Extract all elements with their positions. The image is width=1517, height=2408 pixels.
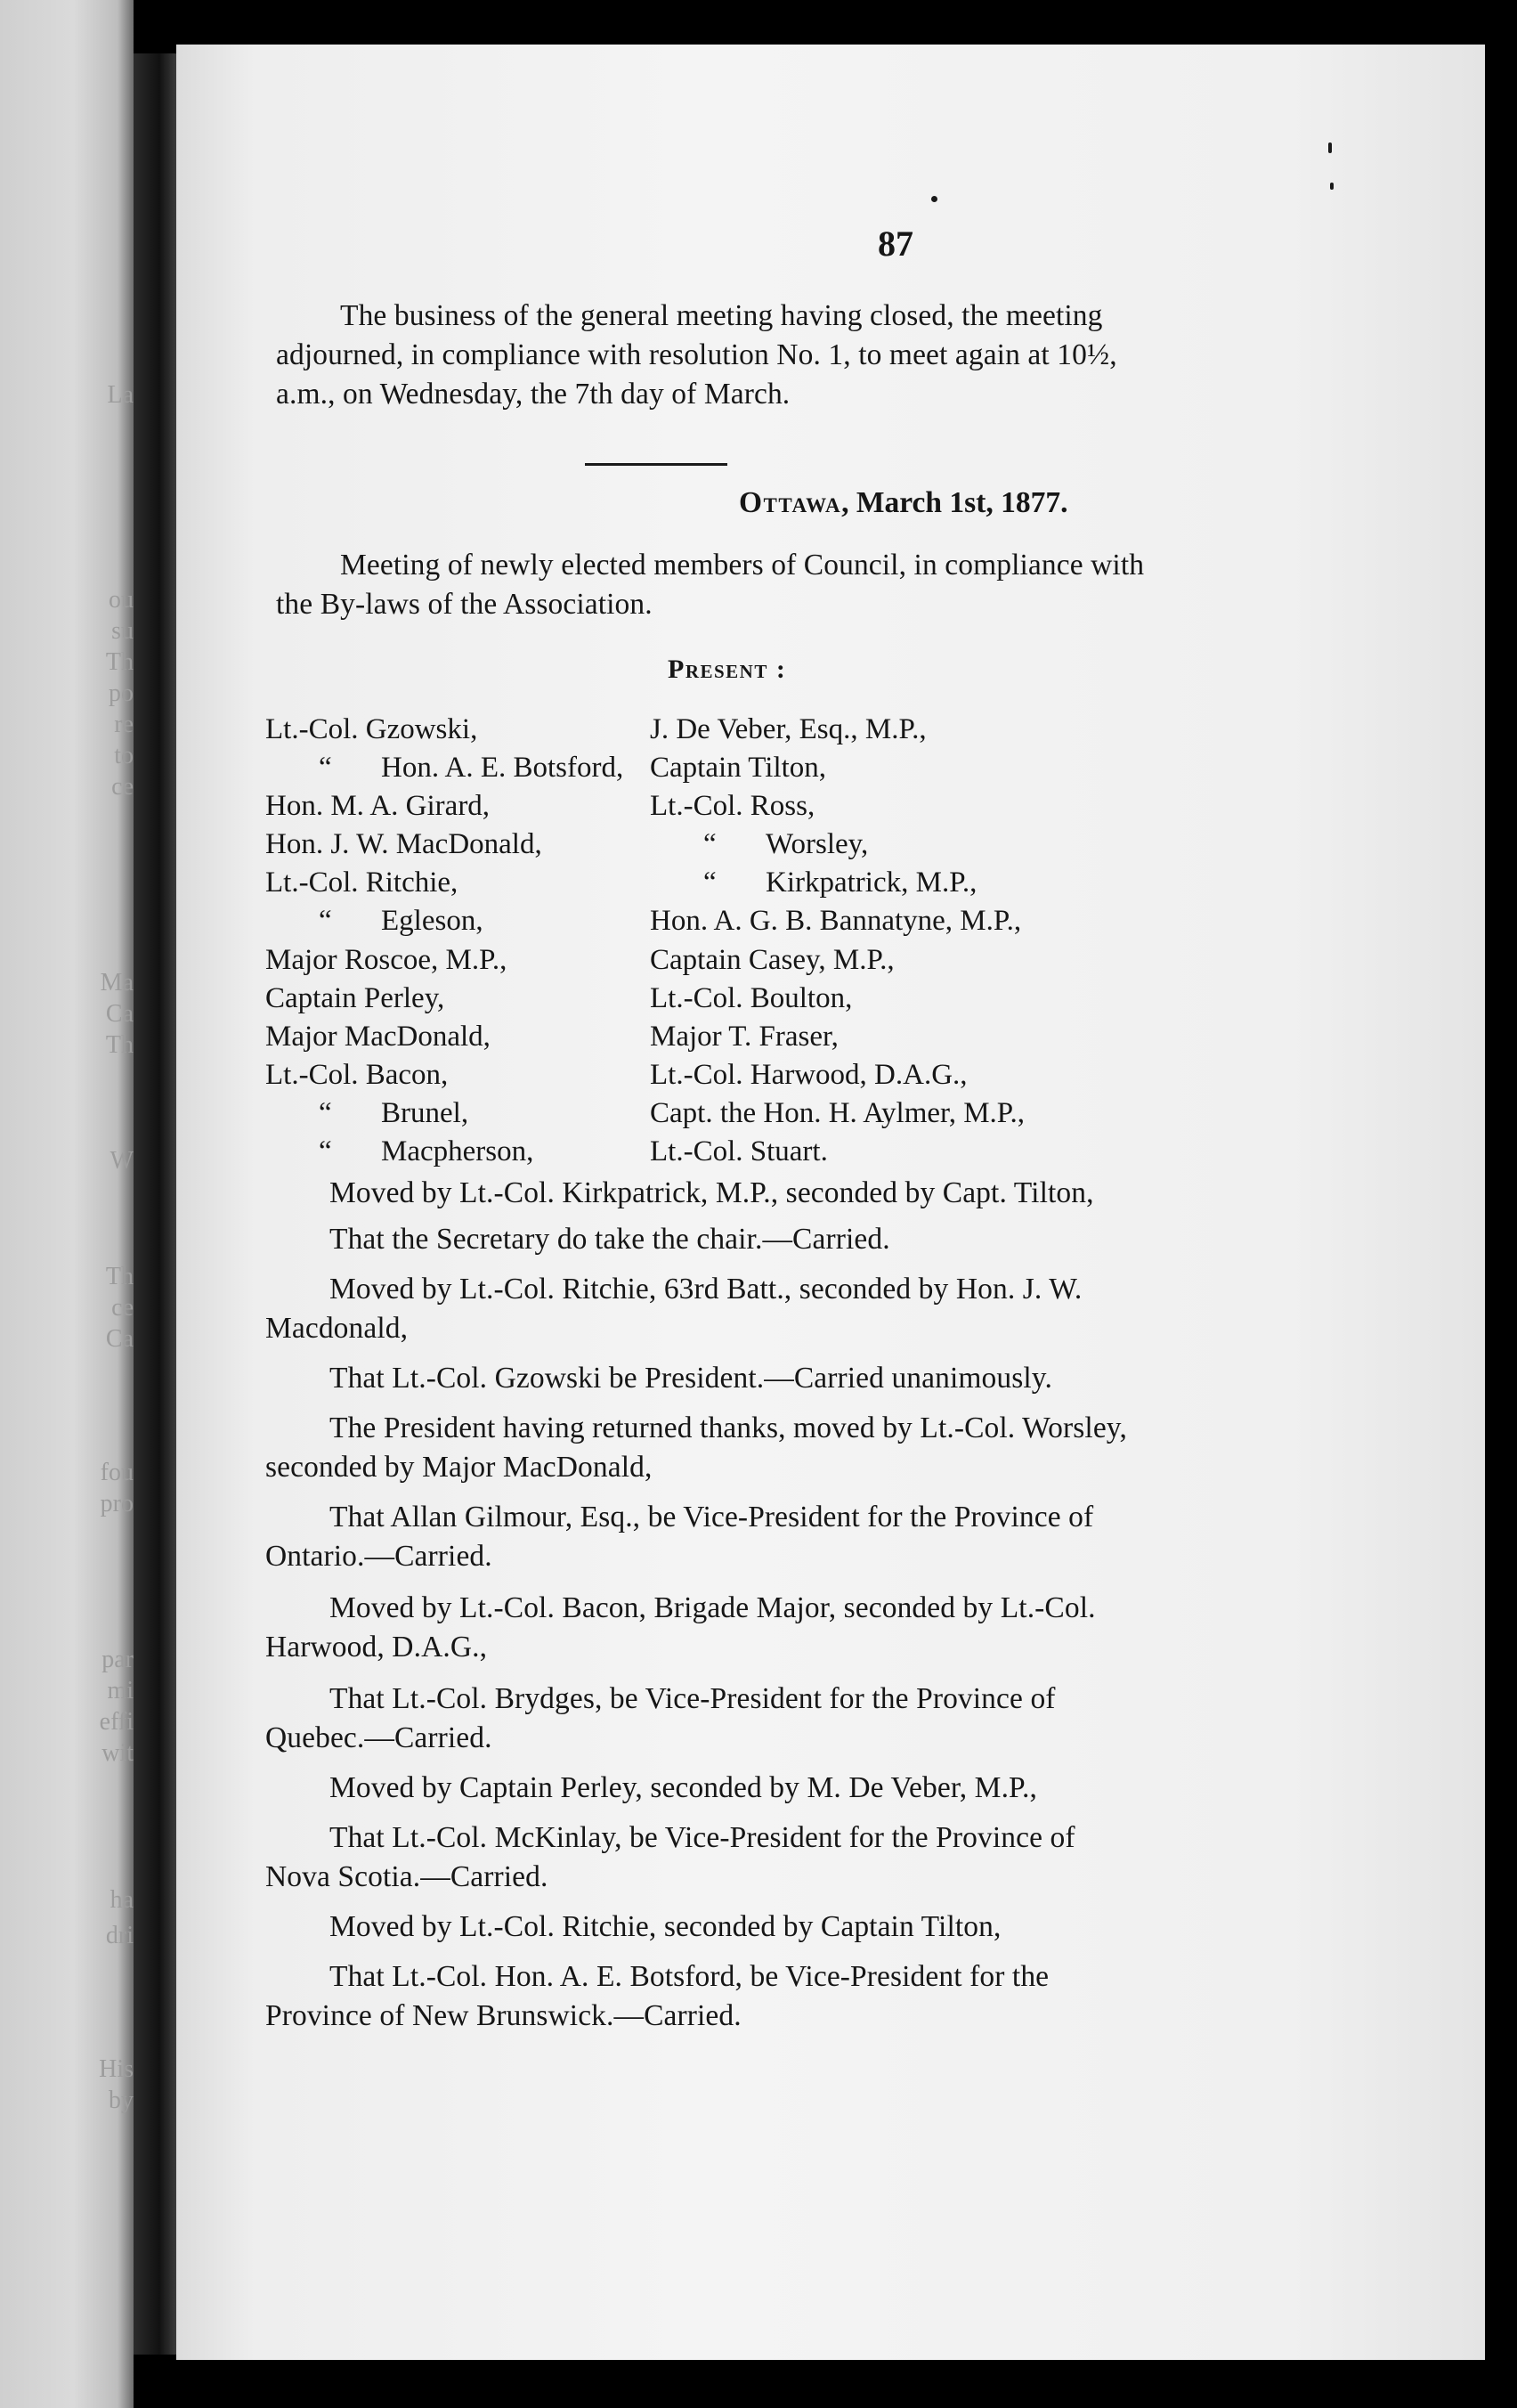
attendee [265,902,623,940]
attendee-name: Capt. the Hon. H. Aylmer, M.P., [650,1096,1025,1129]
text-line: The President having returned thanks, moved by Lt.-Col. Worsley, [329,1411,1127,1444]
ditto-mark: “ [703,866,717,899]
attendee-name: Lt.-Col. Gzowski, [265,713,478,745]
facing-page-fragment: Th [105,1031,134,1059]
attendee-name: Lt.-Col. Bacon, [265,1058,449,1091]
attendee-name: Captain Tilton, [650,752,827,785]
text-line: Moved by Lt.-Col. Bacon, Brigade Major, seconded by Lt.-Col. [329,1591,1096,1624]
attendee [650,980,1025,1018]
attendee [265,864,623,902]
intro-paragraph [276,297,1433,414]
text-line: That Lt.-Col. Brydges, be Vice-President for the Province of [329,1682,1056,1715]
motion [265,1908,1440,1947]
facing-page-fragment: par [101,1646,134,1673]
resolutions [265,1174,1440,2036]
facing-page-fragment: La [107,381,134,409]
facing-page-fragment: pro [100,1490,134,1517]
attendee [650,941,1025,980]
text-line: Moved by Lt.-Col. Ritchie, 63rd Batt., seconded by Hon. J. W. [329,1273,1083,1306]
facing-page-fragment: by [109,2087,134,2114]
attendee-name: Lt.-Col. Stuart. [650,1135,828,1168]
ditto-mark: “ [319,905,332,938]
facing-page-fragment: fou [100,1459,134,1486]
text-line: adjourned, in compliance with resolution No. 1, to meet again at 10½, [276,338,1117,371]
facing-page-fragment: Th [105,1263,134,1290]
attendee [265,1094,623,1133]
attendee-name: Major T. Fraser, [650,1020,839,1053]
text-line: Nova Scotia.—Carried. [265,1860,548,1893]
meeting-paragraph [276,546,1433,624]
present-heading: Present : [668,655,787,684]
ditto-mark: “ [319,1135,332,1168]
facing-page-fragment: ha [110,1886,134,1914]
attendee-name: Major Roscoe, M.P., [265,943,507,976]
resolution [265,1220,1440,1259]
facing-page-fragment: su [111,617,134,645]
facing-page-fragment: effi [99,1708,134,1736]
text-line: That Lt.-Col. McKinlay, be Vice-President for the Province of [329,1821,1075,1854]
present-list-left [265,711,623,1171]
attendee-name: Lt.-Col. Boulton, [650,981,853,1014]
attendee [265,826,623,864]
resolution [265,1359,1440,1398]
attendee-name: Hon. M. A. Girard, [265,790,491,823]
text-line: Ontario.—Carried. [265,1540,492,1573]
attendee-name: Macpherson, [381,1135,534,1168]
book-gutter [134,53,176,2355]
attendee [265,787,623,826]
attendee-name: Lt.-Col. Harwood, D.A.G., [650,1058,968,1091]
resolution [265,1957,1440,2036]
attendee-name: Captain Perley, [265,981,445,1014]
motion [265,1769,1440,1808]
attendee [650,1018,1025,1056]
text-line: Quebec.—Carried. [265,1721,492,1754]
text-line: That Lt.-Col. Gzowski be President.—Carried unanimously. [329,1362,1052,1395]
resolution [265,1680,1440,1758]
attendee-name: Worsley, [766,828,869,861]
ditto-mark: “ [319,1096,332,1129]
attendee-name: Hon. J. W. MacDonald, [265,828,542,861]
attendee [265,1056,623,1094]
present-list-right [650,711,1025,1171]
text-line: The business of the general meeting having closed, the meeting [340,299,1103,332]
facing-page-fragment: to [114,742,134,769]
attendee-name: Hon. A. E. Botsford, [381,752,624,785]
text-line: That Lt.-Col. Hon. A. E. Botsford, be Vice-President for the [329,1960,1050,1993]
text-line: Meeting of newly elected members of Council, in compliance with [340,549,1145,582]
facing-page-fragment: Th [105,648,134,676]
text-line: Moved by Lt.-Col. Kirkpatrick, M.P., seconded by Capt. Tilton, [329,1176,1094,1209]
page-number: 87 [878,224,913,264]
dateline-date: , March 1st, 1877. [841,486,1068,519]
attendee-name: Brunel, [381,1096,469,1129]
text-line: the By-laws of the Association. [276,588,653,621]
text-line: Moved by Captain Perley, seconded by M. De Veber, M.P., [329,1771,1038,1804]
dateline-place: Ottawa [739,486,842,519]
attendee [265,749,623,787]
facing-page-fragment: W [110,1147,134,1175]
facing-page-fragment: re [114,711,134,738]
dateline [739,486,1067,520]
facing-page-fragment: Ca [105,1325,134,1353]
attendee [265,1018,623,1056]
attendee [265,980,623,1018]
text-line: That the Secretary do take the chair.—Carried. [329,1223,890,1256]
attendee-name: Captain Casey, M.P., [650,943,895,976]
text-line: That Allan Gilmour, Esq., be Vice-President for the Province of [329,1501,1094,1533]
text-line: Macdonald, [265,1312,409,1345]
facing-page-fragment: po [109,679,134,707]
text-line: Province of New Brunswick.—Carried. [265,1999,742,2032]
ink-speck [1328,142,1332,153]
text-line: Moved by Lt.-Col. Ritchie, seconded by Captain Tilton, [329,1910,1002,1943]
facing-page-fragment: wit [101,1739,134,1767]
attendee [650,787,1025,826]
attendee [650,1094,1025,1133]
motion [265,1589,1440,1667]
attendee [650,1056,1025,1094]
attendee [265,941,623,980]
facing-page-edge [0,0,134,2408]
attendee [650,711,1025,749]
text-line: a.m., on Wednesday, the 7th day of March. [276,378,791,411]
motion [265,1174,1440,1213]
minute-entry [265,1409,1440,1487]
attendee [650,749,1025,787]
attendee [265,711,623,749]
ditto-mark: “ [319,752,332,785]
attendee [265,1133,623,1171]
resolution [265,1498,1440,1576]
attendee [650,826,1025,864]
facing-page-fragment: mi [107,1677,134,1704]
facing-page-fragment: ou [109,586,134,614]
facing-page-fragment: Ca [105,1000,134,1028]
ink-speck [931,196,937,202]
attendee-name: J. De Veber, Esq., M.P., [650,713,927,745]
section-rule [585,463,727,466]
attendee [650,864,1025,902]
attendee-name: Kirkpatrick, M.P., [766,866,978,899]
ditto-mark: “ [703,828,717,861]
attendee-name: Lt.-Col. Ross, [650,790,815,823]
text-line: seconded by Major MacDonald, [265,1451,653,1484]
facing-page-fragment: Ma [100,969,134,997]
book-page [176,45,1485,2360]
attendee-name: Major MacDonald, [265,1020,491,1053]
ink-speck [1330,183,1334,190]
attendee [650,902,1025,940]
attendee-name: Egleson, [381,905,483,938]
motion [265,1270,1440,1348]
attendee [650,1133,1025,1171]
facing-page-fragment: ce [111,773,134,801]
facing-page-fragment: His [99,2055,134,2083]
attendee-name: Hon. A. G. B. Bannatyne, M.P., [650,905,1022,938]
resolution [265,1818,1440,1897]
text-line: Harwood, D.A.G., [265,1631,488,1664]
facing-page-fragment: ce [111,1294,134,1322]
attendee-name: Lt.-Col. Ritchie, [265,866,458,899]
facing-page-fragment: dri [105,1922,134,1949]
